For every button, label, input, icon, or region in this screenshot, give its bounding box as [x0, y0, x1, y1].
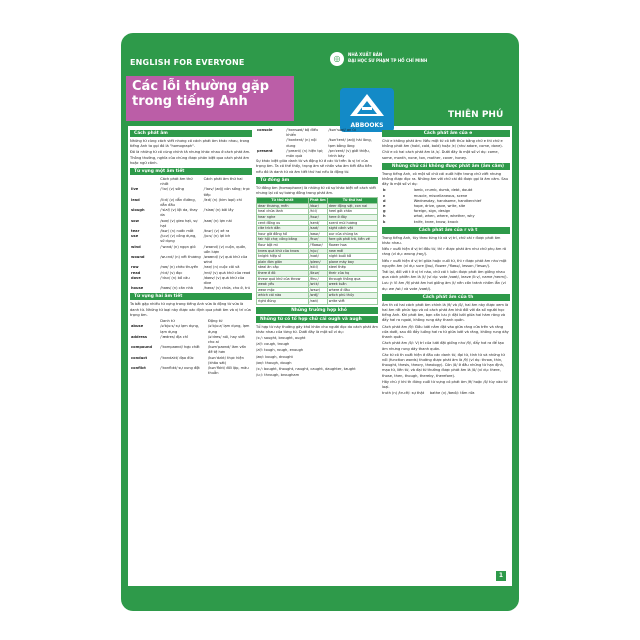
table-row — [257, 237, 378, 243]
section-header: Từ vựng hai âm tiết — [130, 293, 252, 300]
pronunciation-cell: what, when, where, whether, why — [413, 214, 475, 219]
pronunciation-cell: hope, drive, gave, write, site — [413, 204, 466, 209]
word-row — [130, 366, 252, 376]
word-cell: use — [131, 234, 139, 239]
table-cell: new mới — [327, 248, 377, 254]
pronunciation-cell: /ˈkɒndʌkt/ đạo đức — [160, 355, 194, 360]
table-cell: their của họ — [327, 270, 377, 276]
pronunciation-cell: /tɪər/ (n) nước mắt — [160, 229, 194, 234]
word-cell: c — [383, 193, 386, 198]
example-item: /ʌf/: tough, rough, enough — [256, 348, 304, 353]
pronunciation-cell: /kənˈflɪkt/ đối lập, mâu thuẫn — [208, 365, 249, 376]
section-header: Cách phát âm — [130, 130, 252, 137]
pronunciation-cell: foreign, sign, design — [413, 209, 451, 214]
pronunciation-cell: /ˈdʌv/ (n) bồ câu — [160, 275, 190, 280]
publisher-line-2: ĐẠI HỌC SƯ PHẠM TP HỒ CHÍ MINH — [348, 58, 428, 63]
pronunciation-cell: /ˈwaɪnd/ (v) cuộn, quấn, uốn lượn — [203, 244, 247, 254]
word-cell: lead — [131, 197, 140, 202]
word-row — [382, 220, 510, 225]
word-list-body — [256, 128, 378, 159]
word-list — [130, 177, 252, 291]
table-cell: right đúng — [257, 298, 309, 304]
table-cell: scent mùi hương — [327, 220, 377, 226]
pronunciation-cell: knife, knee, know, knock — [413, 219, 459, 224]
publisher-line-1: NHÀ XUẤT BẢN — [348, 52, 383, 57]
pronunciation-cell: lamb, crumb, dumb, debt, doubt — [413, 188, 473, 193]
table-cell: there ở đó — [257, 270, 309, 276]
word-cell: house — [131, 286, 144, 291]
pronunciation-cell: /kənˈtent/ (adj) hài lòng, tạm bằng lòng — [328, 138, 372, 148]
paragraph: Trong tiếng Anh, có một số chữ cái xuất hiện trong chữ viết nhưng không được đọc ra. Những âm với chữ cái đó được gọi là âm câm. Sau đây là một số ví dụ: — [382, 171, 508, 187]
table-cell: steel thép — [327, 265, 377, 271]
pronunciation-cell: /saʊ/ (n) lợn nái — [203, 218, 232, 223]
pronunciation-cell: /kəmˈpaʊnd/ làm vấn đề tệ hơn — [208, 345, 247, 355]
word-list-body — [130, 187, 252, 291]
paragraph: Đó là những từ có cùng chính tả nhưng khác nhau ở cách phát âm. Thông thường, nghĩa của chúng được phân biệt qua cách phát âm hoặc ngữ cảnh. — [130, 150, 251, 165]
table-cell: flower hoa — [327, 242, 377, 248]
table-cell: plane máy bay — [327, 259, 377, 265]
table-row — [257, 276, 378, 282]
example-item: /ɔː/: bought, thought, naught, caught, daughter, taught — [256, 366, 356, 371]
table-cell: plain đơn giản — [257, 259, 309, 265]
table-cell: /hɪər/ — [308, 215, 327, 221]
paragraph: Tổ hợp từ này thường gây khó khăn cho người đọc do cách phát âm khác nhau của từng từ. Dưới đây là một số ví dụ: — [256, 324, 378, 334]
paragraph: Những từ cùng cách viết nhưng có cách phát âm khác nhau, trong tiếng Anh ta gọi đó là "homograph". — [130, 139, 250, 149]
example-2: bathe (v) /beɪð/: tắm rửa — [429, 391, 475, 396]
pronunciation-cell: /waʊnd/ (v) quá khứ của wind — [203, 255, 248, 265]
table-header-cell: Phát âm — [309, 198, 326, 203]
word-cell: compound — [131, 345, 153, 350]
paragraph: Cách phát âm /ð/: Vị trí của lưỡi đặt giống như /θ/, đẩy hơi ra để tạo âm nhưng rung dây thanh quản. — [382, 341, 504, 351]
word-cell: live — [131, 187, 139, 192]
abbooks-logo — [340, 88, 394, 132]
table-cell: /aʊər/ — [308, 231, 327, 237]
example-list — [256, 336, 378, 378]
word-row — [130, 219, 252, 229]
column-1 — [130, 128, 252, 580]
word-cell: b — [383, 188, 386, 193]
table-cell: /saɪt/ — [308, 226, 327, 232]
title-line-1: Các lỗi thường gặp — [132, 79, 270, 94]
homophone-table — [256, 197, 378, 304]
column-header: Danh từ — [160, 319, 175, 324]
pronunciation-cell: /ˈkɒntent/ (n) nội dung — [286, 138, 317, 148]
pronunciation-cell: /ˈkɒmpaʊnd/ hợp chất — [160, 345, 200, 350]
section-header: Từ vựng một âm tiết — [130, 168, 252, 175]
table-cell: /hiːl/ — [308, 209, 327, 215]
table-cell: where ở đâu — [327, 287, 377, 293]
word-row — [130, 356, 252, 366]
pronunciation-cell: /lɛd/ (n) (kim loại) chì — [203, 197, 242, 202]
example-item: /uː/: through, brougham — [256, 373, 300, 378]
word-list — [256, 128, 378, 159]
word-row — [130, 198, 252, 208]
logo-mark-icon — [348, 92, 386, 118]
section-body — [382, 236, 510, 292]
paragraph: Hãy chú ý khi th đứng cuối từ vựng có phát âm /θ/ hoặc /ð/ tùy vào từ loại. — [382, 379, 508, 389]
word-list-body — [130, 324, 252, 376]
table-cell: /sent/ — [308, 220, 327, 226]
word-cell: wind — [131, 244, 141, 249]
word-cell: g — [383, 209, 386, 214]
pronunciation-cell: /ˈædres/ địa chỉ — [160, 334, 188, 339]
table-cell: /stiːl/ — [308, 265, 327, 271]
word-row — [130, 276, 252, 286]
section-body — [382, 172, 510, 225]
pronunciation-cell: /ˈkɒnflɪkt/ sự xung đột — [160, 365, 200, 370]
word-cell: conduct — [131, 355, 148, 360]
table-cell: /wɪtʃ/ — [308, 293, 327, 299]
table-cell: dear thương, mến — [257, 203, 309, 209]
pronunciation-cell: /kənˈdʌkt/ thực hiện (khảo sát) — [208, 355, 244, 365]
word-cell: dove — [131, 275, 141, 280]
paragraph: Lưu ý: Vì âm /θ/ phát âm hơi giống âm /t/ nên cần tránh nhầm lẫn (ví dụ: we /wiː/ và vote /voʊt/). — [382, 281, 506, 291]
table-cell: /naɪt/ — [308, 254, 327, 260]
word-cell: console — [257, 128, 273, 132]
word-cell: abuse — [131, 324, 144, 329]
pronunciation-cell: /ˈslaʊ/ (n) bãi lầy — [203, 208, 234, 213]
section-body — [256, 159, 378, 175]
table-body — [257, 203, 378, 304]
example-item: /ʌf/: cough, trough — [256, 342, 290, 347]
table-cell: heal chữa lành — [257, 209, 309, 215]
table-cell: wear mặc — [257, 287, 309, 293]
word-cell: h — [383, 214, 386, 219]
word-row — [256, 138, 378, 148]
paragraph: Âm th có hai cách phát âm chính là /θ/ và /ð/, hai âm này được xem là hai âm rất phức tạp và có cách phát âm khó đối với đa số người học tiếng Anh. Khi phát âm, bạn cần lưu ý: đặt lưỡi giữa hai hàm răng và đẩy hơi ra ngoài, không rung dây thanh quản. — [382, 302, 509, 323]
table-cell: /njuː/ — [308, 248, 327, 254]
word-row — [130, 345, 252, 355]
example-item: /ɔː/: sought, brought, ought — [256, 335, 306, 340]
pronunciation-cell: /riːd/ (v) đọc — [160, 270, 183, 275]
example-1: truth (n) /truːθ/: sự thật — [382, 391, 425, 396]
pronunciation-cell: /roʊ/ (n) chèo thuyền — [160, 265, 199, 270]
section-header: Những chữ cái không được phát âm (âm câm) — [382, 163, 510, 170]
table-cell: weak yếu — [257, 282, 309, 288]
word-row — [130, 208, 252, 218]
title-line-2: trong tiếng Anh — [132, 94, 248, 109]
section-header: Cách phát âm của th — [382, 294, 510, 301]
pronunciation-cell: /ˈwɪnd/ (n) ngọn gió — [160, 244, 196, 249]
table-cell: /ˈflaʊər/ — [308, 242, 327, 248]
pronunciation-cell: /prɪˈzent/ (v) giới thiệu, trình bày — [328, 148, 370, 159]
pronunciation-cell: /soʊ/ (v) gieo hạt, sự hạt — [160, 218, 198, 228]
column-header: Động từ — [208, 319, 223, 324]
word-row — [256, 128, 378, 138]
word-list-header — [130, 177, 252, 187]
section-header: Cách phát âm của r và t — [382, 227, 510, 234]
word-cell: conflict — [131, 365, 146, 370]
table-cell: /pleɪn/ — [308, 259, 327, 265]
table-cell: through thông qua — [327, 276, 377, 282]
paragraph: Sự khác biệt giữa danh từ và động từ ở các từ trên là vị trí của trọng âm. Ta có thể thấy, trọng âm sẽ nhấn vào âm tiết đầu tiên nếu đó là danh từ và âm tiết thứ hai nếu là động từ. — [256, 159, 372, 174]
word-cell: e — [383, 204, 386, 209]
publisher-seal-icon: ◎ — [330, 52, 344, 66]
example-item: /aʊ/: bough, drought — [256, 354, 293, 359]
table-header-cell: Từ thứ nhất — [257, 198, 309, 204]
section-header: Cách phát âm của e — [382, 130, 510, 137]
paragraph: Các từ có th xuất hiện ở đầu các danh từ, đại từ, tính từ và những từ nối (function words) thường được phát âm là /θ/ (ví dụ: throw, thin, thought, thesis, theory, theology). Còn /ð/ ở đầu những từ hạn định, mạo từ, liên từ, và đại từ thường được phát âm là /ð/ (ví dụ: there, those, then, though, thereby, therefore). — [382, 352, 505, 378]
table-cell: /wiːk/ — [308, 282, 327, 288]
word-row — [130, 187, 252, 197]
section-body — [130, 302, 252, 318]
word-cell: slough — [131, 208, 145, 213]
section-body — [256, 186, 378, 196]
silent-letter-list — [382, 188, 510, 224]
table-cell: /raɪt/ — [308, 298, 327, 304]
table-cell: witch phù thủy — [327, 293, 377, 299]
series-label: ENGLISH FOR EVERYONE — [130, 58, 245, 67]
page-number: 1 — [496, 571, 506, 581]
table-cell: fair hội chợ; công bằng — [257, 237, 309, 243]
column-2 — [256, 128, 378, 580]
word-cell: wound — [131, 255, 145, 260]
pronunciation-cell: /haʊs/ (n) căn nhà — [160, 286, 193, 291]
table-cell: sight cảnh vật — [327, 226, 377, 232]
table-cell: deer động vật, con nai — [327, 203, 377, 209]
paragraph: Chữ e có hai cách phát âm là /ɪ/. Dưới đây là một số ví dụ: come, some, month, none, ton, mother, cover, honey. — [382, 150, 499, 160]
pronunciation-cell: Wednesday, handsome, handkerchief — [413, 198, 482, 203]
example-item: /oʊ/: though, dough — [256, 360, 292, 365]
pronunciation-cell: /əˈbjuːs/ sự lạm dụng, lạm dụng — [160, 324, 200, 334]
table-cell: /θruː/ — [308, 276, 327, 282]
pronunciation-cell: /ˈlaɪv/ (adj) còn sống; trực tiếp — [203, 187, 250, 197]
pronunciation-cell: /wuːnd/ (n) vết thương — [160, 255, 201, 260]
paragraph: Trong tiếng Anh, tùy theo từng từ và vị trí, chữ cái r được phát âm khác nhau. — [382, 235, 501, 246]
table-cell: /ðɛər/ — [308, 270, 327, 276]
word-row — [130, 335, 252, 345]
table-cell: knew quá khứ của know — [257, 248, 309, 254]
paragraph: Nếu r xuất hiện ở vị trí giữa hoặc cuối từ, thì r được phát âm như một nguyên âm (ví dụ: sure /ʃʊə/, flower /ˈflaʊə/, lesson /ˈlesən/). — [382, 258, 507, 268]
subsection-header: Những từ có tổ hợp chữ cái ough và augh — [256, 316, 378, 323]
section-header: Những trường hợp khó — [256, 307, 378, 314]
paragraph: Cách phát âm /θ/: Đầu lưỡi nằm đặt vào giữa răng cửa trên và răng cửa dưới, sau đó đẩy luồng hơi ra từ giữa lưỡi và răng, không rung dây thanh quản. — [382, 324, 509, 340]
word-row — [130, 286, 252, 291]
column-header: Cách phát âm thứ hai — [203, 177, 243, 182]
table-cell: heel gót chân — [327, 209, 377, 215]
section-body — [256, 325, 378, 379]
pronunciation-cell: /ˈslʌf/ (v) lột da, thay da — [160, 208, 198, 218]
word-list-body — [382, 188, 510, 224]
pronunciation-cell: /juːz/ (v) công dụng, sử dụng — [160, 234, 197, 244]
table-cell: hour giờ đồng hồ — [257, 231, 309, 237]
pronunciation-cell: /doʊv/ (v) quá khứ của dive — [203, 275, 245, 286]
table-cell: steal ăn cắp — [257, 265, 309, 271]
pronunciation-cell: /haʊz/ (v) chứa, cho ở, trú — [203, 286, 251, 291]
column-3 — [382, 128, 510, 580]
table-cell: here ở đây — [327, 215, 377, 221]
paragraph: Ta bắt gặp nhiều từ vựng trong tiếng Anh vừa là động từ vừa là danh từ. Những từ loại này được xác định qua phát âm và vị trí của trọng âm. — [130, 302, 251, 317]
word-cell: address — [131, 334, 148, 339]
word-cell — [256, 138, 285, 148]
word-row — [130, 255, 252, 265]
pronunciation-cell: /juːs/ (n) lợi ích — [203, 234, 231, 239]
table-cell: night buổi tối — [327, 254, 377, 260]
pronunciation-cell: /kənˈsəʊl/ an ủi — [328, 128, 356, 132]
word-row — [256, 149, 378, 159]
table-cell: fare giá phải trả, tiền vé — [327, 237, 377, 243]
table-cell: knight hiệp sĩ — [257, 254, 309, 260]
word-cell: sow — [131, 218, 139, 223]
pronunciation-cell: /liːd/ (v) dẫn đường, dẫn đầu — [160, 197, 196, 208]
paragraph: Trái lại, đối với t ở vị trí nào, chữ cái t luôn được phát âm giống nhau qua cách phiên âm là /t/ (ví dụ: vote /voʊt/, leave /liːv/, name /neɪm/). — [382, 270, 508, 280]
publisher-name — [348, 52, 427, 64]
table-cell: /wɛər/ — [308, 287, 327, 293]
table-row — [257, 203, 378, 209]
section-body — [382, 303, 510, 396]
table-header-row — [257, 198, 378, 204]
pronunciation-cell: /əˈdres/ nói, hay viết cho ai — [208, 334, 245, 344]
pronunciation-cell: /raʊ/ (n) cuộc cãi vã — [203, 265, 240, 270]
table-cell: /dɪər/ — [308, 203, 327, 209]
logo-text: ABBOOKS — [350, 122, 384, 129]
table-cell: week tuần — [327, 282, 377, 288]
word-cell: row — [131, 265, 139, 270]
word-list — [130, 319, 252, 376]
author-name: THIÊN PHÚ — [448, 110, 504, 120]
section-header: Từ đồng âm — [256, 177, 378, 184]
paragraph: Nếu r xuất hiện ở vị trí đầu từ, thì r được phát âm như chữ phụ âm rõ ràng (ví dụ: wrong /rɒŋ/). — [382, 247, 507, 257]
word-cell: tear — [131, 229, 140, 234]
page-title — [132, 79, 292, 109]
pronunciation-cell: /rɛd/ (v) quá khứ của read — [203, 270, 251, 275]
pronunciation-cell: /ˈkɒnsəʊl/ bộ điều khiển — [286, 128, 319, 138]
table-cell: write viết — [327, 298, 377, 304]
pronunciation-cell: muscle, miscellaneous, scene — [413, 193, 468, 198]
table-cell: /fɛər/ — [308, 237, 327, 243]
table-cell: hear nghe — [257, 215, 309, 221]
table-cell: our của chúng ta — [327, 231, 377, 237]
paragraph: Chữ e không phát âm: Nếu một từ có kết thúc bằng chữ e thì chữ e không phát âm (hold, cold, bold) hoặc /ɛ/ (như adore, come, done). — [382, 139, 503, 149]
word-row — [130, 245, 252, 255]
word-cell: present — [257, 148, 273, 153]
table-cell: cent đồng xu — [257, 220, 309, 226]
table-cell: which cái nào — [257, 293, 309, 299]
pronunciation-cell: /ˈpreznt/ (n) hiện tại; món quà — [286, 148, 324, 159]
word-row — [130, 324, 252, 334]
pronunciation-cell: /tɛər/ (v) xé ra — [203, 229, 230, 234]
word-cell: read — [131, 270, 141, 275]
example-line — [382, 391, 510, 396]
pronunciation-cell: /əˈbjuːz/ lạm dụng, lạm dụng — [208, 324, 250, 334]
word-row — [130, 234, 252, 244]
column-header: Cách phát âm thứ nhất — [160, 177, 193, 187]
word-cell: d — [383, 198, 386, 203]
table-header-cell: Từ thứ hai — [327, 198, 377, 204]
table-cell: cite trích dẫn — [257, 226, 309, 232]
section-body — [382, 139, 510, 161]
word-cell: k — [383, 219, 386, 224]
paragraph: Từ đồng âm (homophone) là những từ có sự khác biệt về cách viết nhưng lại có sự tương đồng trong phát âm. — [256, 185, 376, 196]
table-cell: threw quá khứ của throw — [257, 276, 309, 282]
table-cell: flour bột mì — [257, 242, 309, 248]
table-row — [257, 298, 378, 304]
pronunciation-cell: /ˈlɪv/ (v) sống — [160, 187, 184, 192]
section-body — [130, 139, 252, 166]
